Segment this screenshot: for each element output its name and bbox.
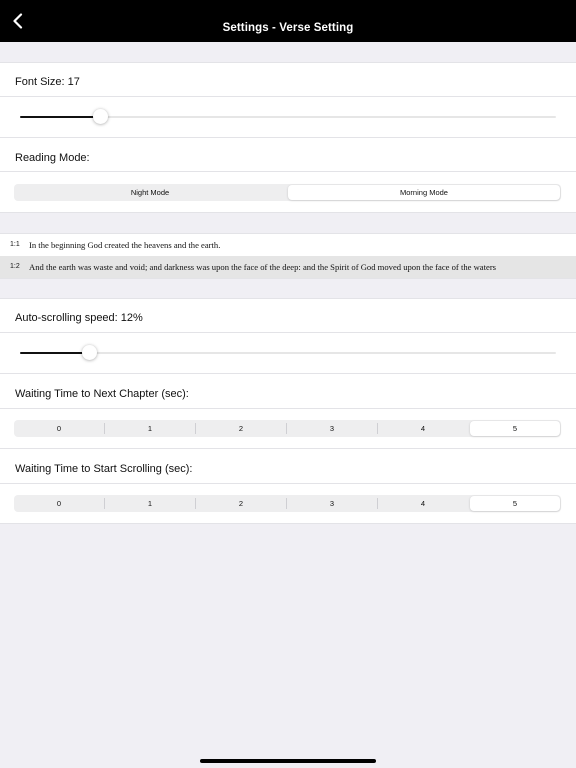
divider	[0, 523, 576, 524]
slider-thumb[interactable]	[93, 109, 108, 124]
segment-option[interactable]: Night Mode	[130, 188, 170, 197]
divider	[0, 278, 576, 279]
verse-number: 1:2	[10, 263, 20, 270]
font-size-slider[interactable]	[20, 116, 556, 118]
verse-text: And the earth was waste and void; and darkness was upon the face of the deep: and the Spirit of God moved upon the face of the waters	[29, 262, 497, 272]
page-title: Settings - Verse Setting	[222, 22, 354, 34]
auto-scroll-section	[0, 299, 576, 523]
wait-start-scroll-segmented-control[interactable]	[14, 495, 561, 512]
segment-option[interactable]: 4	[420, 499, 426, 508]
preview-verse-1	[0, 234, 576, 256]
divider	[0, 96, 576, 97]
reading-mode-section	[0, 138, 576, 212]
segment-option[interactable]: 4	[420, 424, 426, 433]
navigation-bar	[0, 0, 576, 42]
segment-option[interactable]: 3	[329, 424, 335, 433]
segment-option[interactable]: 1	[147, 424, 153, 433]
wait-next-chapter-label: Waiting Time to Next Chapter (sec):	[15, 388, 189, 400]
divider	[0, 448, 576, 449]
segment-option[interactable]: 3	[329, 499, 335, 508]
slider-fill	[20, 116, 100, 118]
segment-option[interactable]: 0	[56, 424, 62, 433]
preview-verse-2	[0, 256, 576, 278]
auto-scroll-speed-label: Auto-scrolling speed: 12%	[15, 312, 143, 324]
segment-option[interactable]: 2	[238, 499, 244, 508]
auto-scroll-speed-slider[interactable]	[20, 352, 556, 354]
segment-option[interactable]: 2	[238, 424, 244, 433]
font-size-section	[0, 63, 576, 137]
verse-text: In the beginning God created the heavens and the earth.	[29, 240, 221, 250]
segment-option[interactable]: Morning Mode	[288, 185, 560, 200]
divider	[0, 332, 576, 333]
slider-thumb[interactable]	[82, 345, 97, 360]
slider-fill	[20, 352, 90, 354]
divider	[0, 483, 576, 484]
verse-number: 1:1	[10, 241, 20, 248]
reading-mode-label: Reading Mode:	[15, 152, 90, 164]
home-indicator	[200, 759, 376, 763]
segment-option[interactable]: 0	[56, 499, 62, 508]
segment-option[interactable]: 5	[470, 421, 560, 436]
font-size-label: Font Size: 17	[15, 76, 80, 88]
reading-mode-segmented-control[interactable]	[14, 184, 561, 201]
wait-start-scroll-label: Waiting Time to Start Scrolling (sec):	[15, 463, 193, 475]
segment-option[interactable]: 5	[470, 496, 560, 511]
wait-next-chapter-segmented-control[interactable]	[14, 420, 561, 437]
divider	[0, 373, 576, 374]
divider	[0, 171, 576, 172]
divider	[0, 212, 576, 213]
segment-option[interactable]: 1	[147, 499, 153, 508]
divider	[0, 408, 576, 409]
